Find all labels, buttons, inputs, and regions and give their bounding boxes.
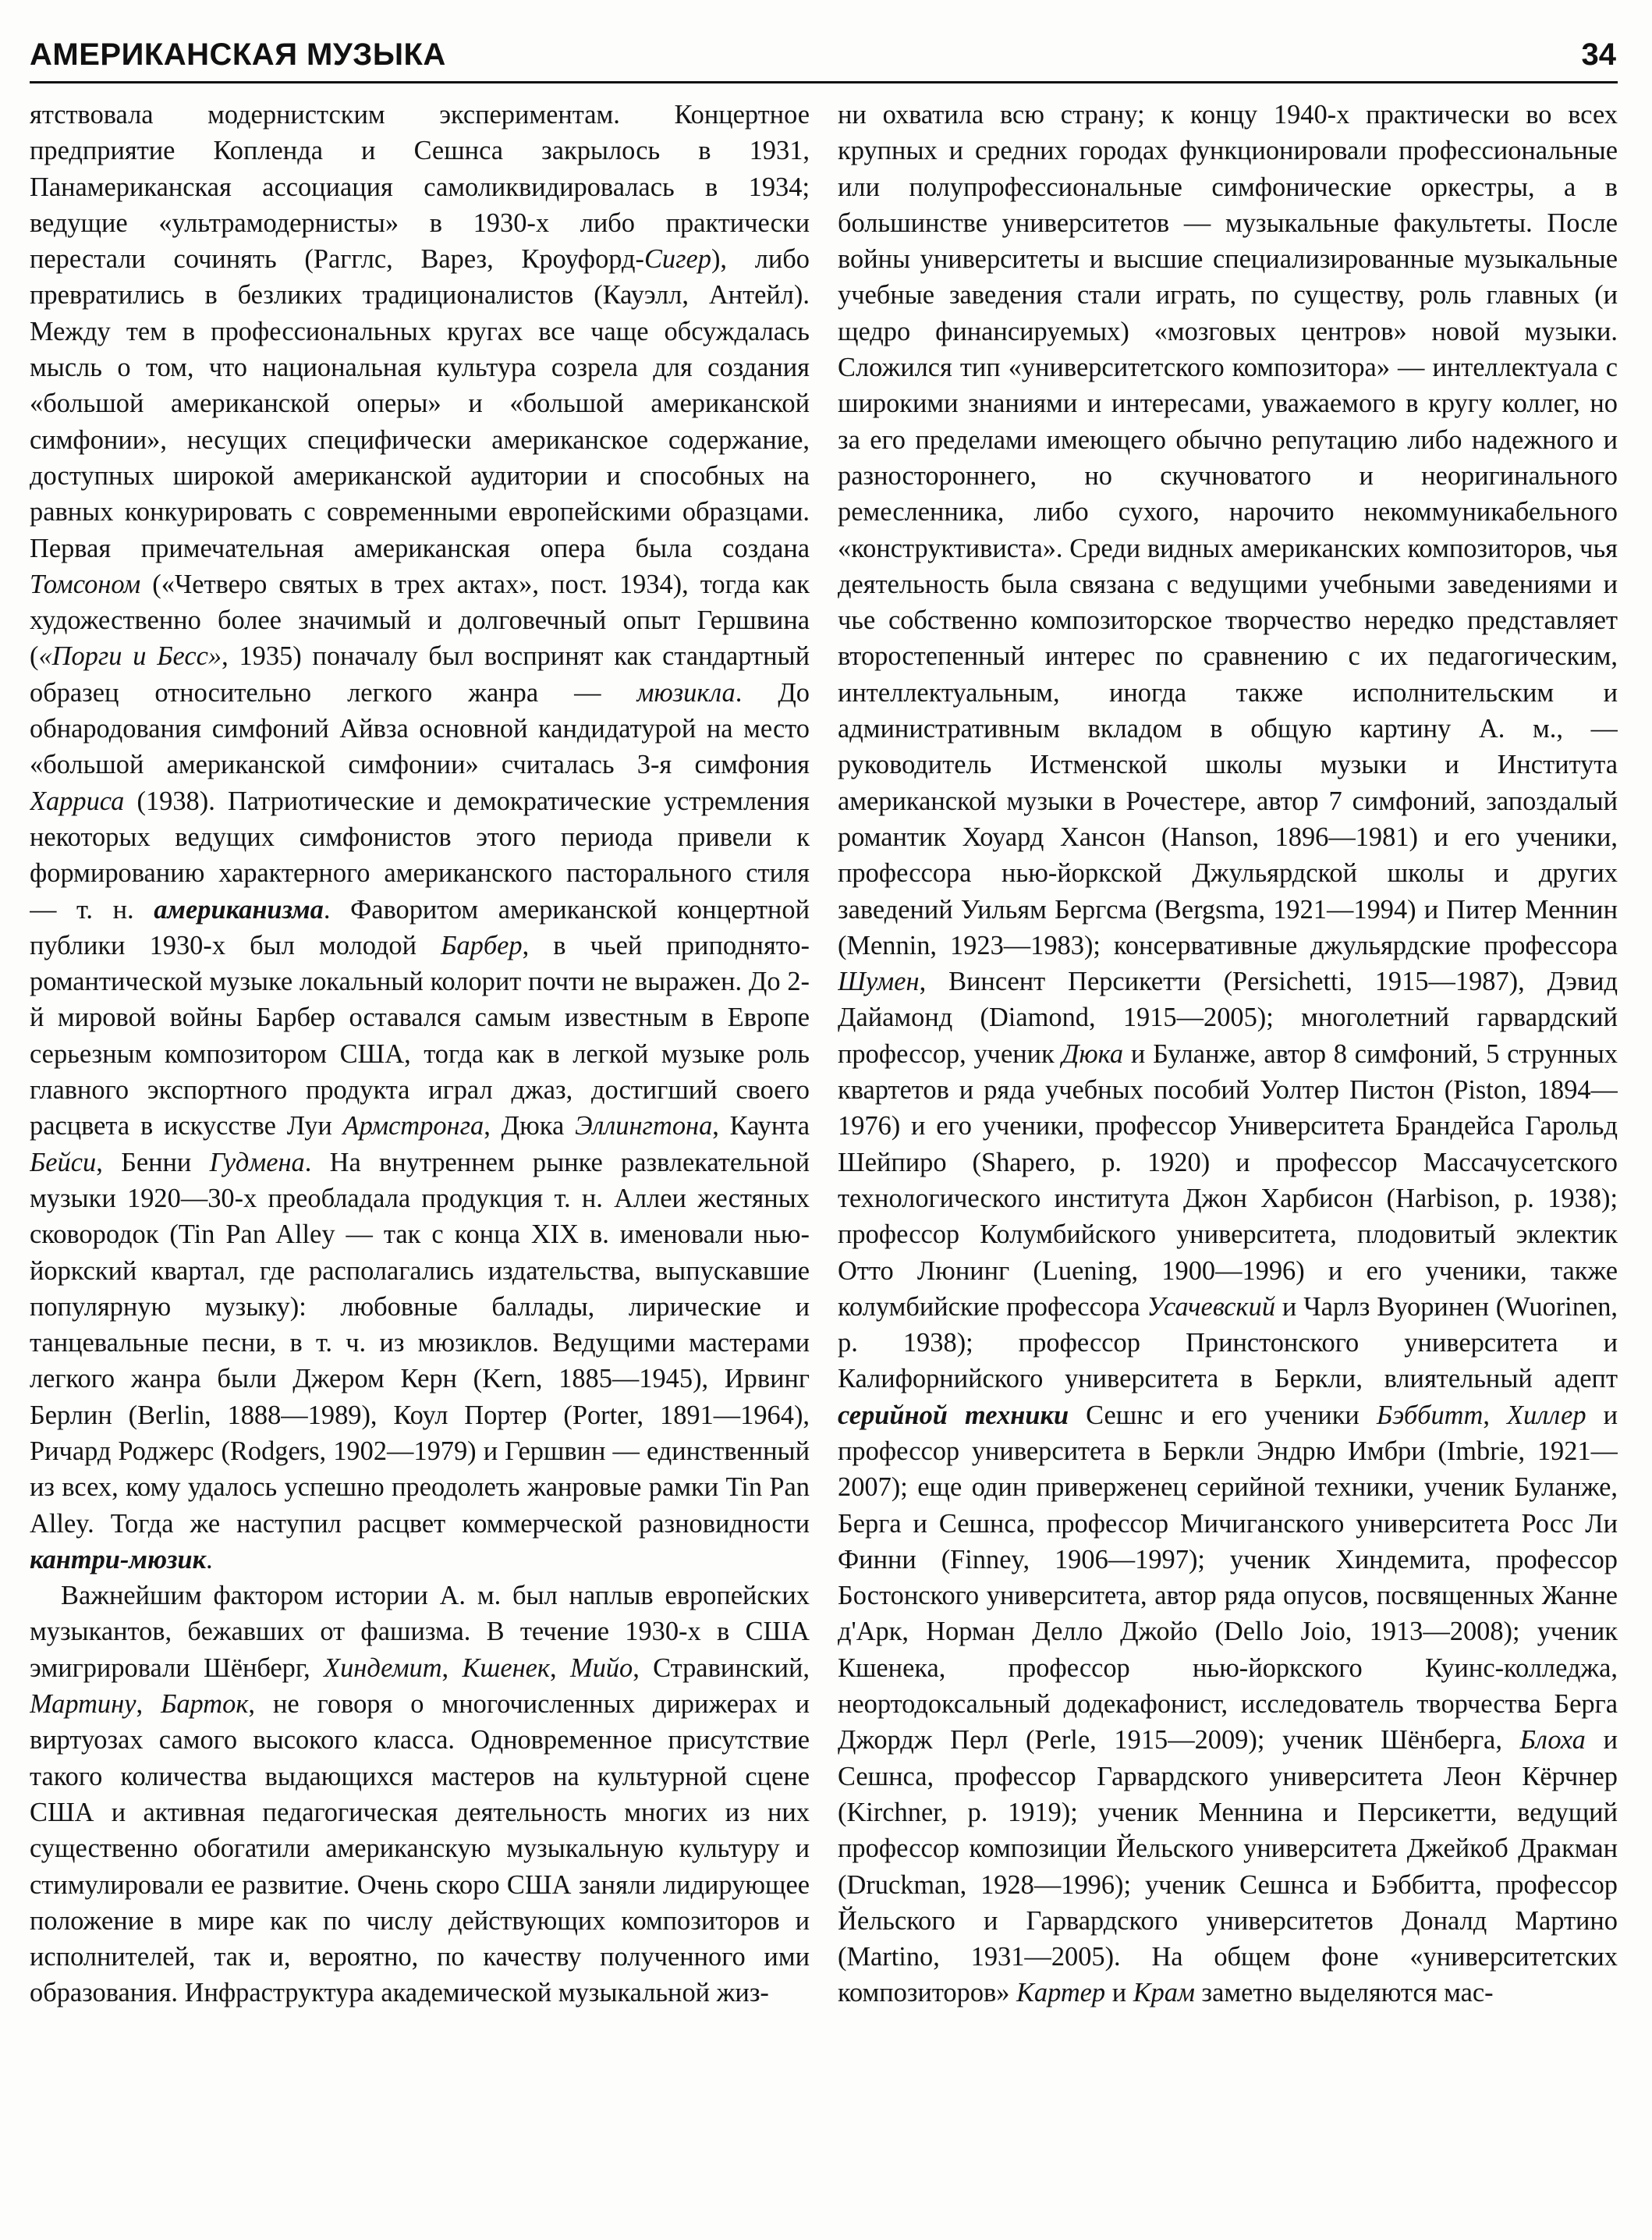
running-head <box>30 33 1616 81</box>
text-run: , Стравинский, <box>633 1652 810 1683</box>
cross-reference[interactable]: Эллингтона <box>575 1111 713 1141</box>
text-run: («Четверо святых в трех актах», пост. 1934), тогда как художественно более значимый и долговечный опыт Гершвина ( <box>30 569 810 672</box>
cross-reference[interactable]: Картер <box>1016 1978 1106 2008</box>
cross-reference[interactable]: «Порги и Бесс» <box>38 641 222 672</box>
text-run: Важнейшим фактором истории А. м. был наплыв европейских музыкантов, бежавших от фашизма. В течение 1930-х в США эмигрировали Шёнберг, <box>30 1581 810 1683</box>
text-run: Сешнс и его ученики <box>1069 1400 1377 1430</box>
cross-reference[interactable]: Барток <box>161 1689 249 1720</box>
cross-reference[interactable]: мюзикла <box>636 677 736 708</box>
text-run: , <box>441 1652 463 1683</box>
text-run: ), либо превратились в безликих традиционалистов (Кауэлл, Антейл). Между тем в профессиональных кругах все чаще обсуждалась мысль о том, что национальная культура созрела для создания «большой американской оперы» и «большой американской симфонии», несущих специфически американское содержание, доступных широкой американской аудитории и способных на равных конкурировать с современными европейскими образцами. Первая примечательная американская опера была создана <box>30 244 810 563</box>
cross-reference[interactable]: кантри-мюзик <box>30 1544 207 1574</box>
text-run: , Винсент Персикетти (Persichetti, 1915—1987), Дэвид Дайамонд (Diamond, 1915—2005); многолетний гарвардский профессор, ученик <box>838 967 1618 1069</box>
cross-reference[interactable]: Дюка <box>1062 1038 1124 1069</box>
text-run: , Дюка <box>484 1111 576 1141</box>
text-run: и профессор университета в Беркли Эндрю Имбри (Imbrie, 1921—2007); еще один приверженец серийной техники, ученик Буланже, Берга и Сешнса, профессор Мичиганского университета Росс Ли Финни (Finney, 1906—1997); ученик Хиндемита, профессор Бостонского университета, автор ряда опусов, посвященных Жанне д'Арк, Норман Делло Джойо (Dello Joio, 1913—2008); ученик Кшенека, профессор нью-йоркского Куинс-колледжа, неортодоксальный додекафонист, исследователь творчества Берга Джордж Перл (Perle, 1915—2009); ученик Шёнберга, <box>838 1400 1618 1755</box>
text-run: , Каунта <box>712 1111 810 1141</box>
cross-reference[interactable]: Хиллер <box>1507 1400 1586 1430</box>
running-head-title: АМЕРИКАНСКАЯ МУЗЫКА <box>30 37 446 72</box>
text-run: , не говоря о многочисленных дирижерах и виртуозах самого высокого класса. Одновременное присутствие такого количества выдающихся мастеров на культурной сцене США и активная педагогическая деятельность многих из них существенно обогатили американскую музыкальную культуру и стимулировали ее развитие. Очень скоро США заняли лидирующее положение в мире как по числу действующих композиторов и исполнителей, так и, вероятно, по качеству полученного ими образования. Инфраструктура академической музыкальной жиз- <box>30 1689 810 2008</box>
cross-reference[interactable]: Усачевский <box>1147 1291 1276 1322</box>
cross-reference[interactable]: Бэббитт <box>1376 1400 1484 1430</box>
cross-reference[interactable]: Гудмена <box>209 1147 305 1177</box>
cross-reference[interactable]: Мийо <box>569 1652 633 1683</box>
text-run: . До обнародования симфоний Айвза основной кандидатурой на место «большой американской симфонии» считалась 3-я симфония <box>30 677 810 780</box>
cross-reference[interactable]: Шумен <box>838 967 920 997</box>
text-run: и Сешнса, профессор Гарвардского университета Леон Кёрчнер (Kirchner, р. 1919); ученик Меннина и Персикетти, ведущий профессор композиции Йельского университета Джейкоб Дракман (Druckman, 1928—1996); ученик Сешнса и Бэббитта, профессор Йельского и Гарвардского университетов Доналд Мартино (Martino, 1931—2005). На общем фоне «университетских композиторов» <box>838 1725 1618 2008</box>
cross-reference[interactable]: Хиндемит <box>324 1652 442 1683</box>
text-run: ни охватила всю страну; к концу 1940-х практически во всех крупных и средних городах функционировали профессиональные или полупрофессиональные симфонические оркестры, а в большинстве университетов — музыкальные факультеты. После войны университеты и высшие специализированные музыкальные учебные заведения стали играть, по существу, роль главных (и щедро финансируемых) «мозговых центров» новой музыки. Сложился тип «университетского композитора» — интеллектуала с широкими знаниями и интересами, уважаемого в кругу коллег, но за его пределами имеющего обычно репутацию либо надежного и разностороннего, но скучноватого и неоригинального ремесленника, либо сухого, нарочито некоммуникабельного «конструктивиста». Среди видных американских композиторов, чья деятельность была связана с ведущими учебными заведениями и чье собственно композиторское творчество нередко представляет второстепенный интерес по сравнению с их педагогическим, интеллектуальным, иногда также исполнительским и административным вкладом в общую картину А. м., — руководитель Истменской школы музыки и Института американской музыки в Рочестере, автор 7 симфоний, запоздалый романтик Хоуард Хансон (Hanson, 1896—1981) и его ученики, профессора нью-йоркской Джульярдской школы и других заведений Уильям Бергсма (Bergsma, 1921—1994) и Питер Меннин (Mennin, 1923—1983); консервативные джульярдские профессора <box>838 100 1618 960</box>
text-run: . <box>206 1544 213 1574</box>
cross-reference[interactable]: Сигер <box>643 244 711 275</box>
text-run: , <box>1483 1400 1508 1430</box>
text-run: , <box>550 1652 570 1683</box>
cross-reference[interactable]: американизма <box>154 894 324 925</box>
cross-reference[interactable]: Харриса <box>30 786 125 816</box>
cross-reference[interactable]: Бейси <box>30 1147 97 1177</box>
header-rule <box>30 81 1618 83</box>
text-run: , Бенни <box>96 1147 210 1177</box>
cross-reference[interactable]: Кшенек <box>462 1652 550 1683</box>
cross-reference[interactable]: серийной техники <box>838 1400 1069 1430</box>
text-column-left <box>30 97 810 2227</box>
text-run: , <box>136 1689 161 1720</box>
paragraph <box>30 1578 810 2011</box>
cross-reference[interactable]: Барбер <box>441 930 523 960</box>
text-run: , в чьей приподнято-романтической музыке локальный колорит почти не выражен. До 2-й мировой войны Барбер оставался самым известным в Европе серьезным композитором США, тогда как в легкой музыке роль главного экспортного продукта играл джаз, достигший своего расцвета в искусстве Луи <box>30 930 810 1141</box>
paragraph <box>838 97 1618 2011</box>
text-run: . Фаворитом американской концертной публики 1930-х был молодой <box>30 894 810 960</box>
page-number: 34 <box>1581 37 1616 72</box>
cross-reference[interactable]: Блоха <box>1519 1725 1586 1755</box>
text-column-right <box>838 97 1618 2227</box>
text-run: . На внутреннем рынке развлекательной музыки 1920—30-х преобладала продукция т. н. Аллеи жестяных сковородок (Tin Pan Alley — так с конца XIX в. именовали нью-йоркский квартал, где располагались издательства, выпускавшие популярную музыку): любовные баллады, лирические и танцевальные песни, в т. ч. из мюзиклов. Ведущими мастерами легкого жанра были Джером Керн (Kern, 1885—1945), Ирвинг Берлин (Berlin, 1888—1989), Коул Портер (Porter, 1891—1964), Ричард Роджерс (Rodgers, 1902—1979) и Гершвин — единственный из всех, кому удалось успешно преодолеть жанровые рамки Tin Pan Alley. Тогда же наступил расцвет коммерческой разновидности <box>30 1147 810 1539</box>
cross-reference[interactable]: Армстронга <box>342 1111 484 1141</box>
paragraph <box>30 97 810 1578</box>
text-run: (1938). Патриотические и демократические устремления некоторых ведущих симфонистов этого периода привели к формированию характерного американского пасторального стиля — т. н. <box>30 786 810 925</box>
text-run: , 1935) поначалу был воспринят как стандартный образец относительно легкого жанра — <box>30 641 810 708</box>
text-run: и <box>1105 1978 1133 2008</box>
text-run: и Чарлз Вуоринен (Wuorinen, р. 1938); профессор Принстонского университета и Калифорнийского университета в Беркли, влиятельный адепт <box>838 1291 1618 1394</box>
text-run: ятствовала модернистским экспериментам. Концертное предприятие Копленда и Сешнса закрылось в 1931, Панамериканская ассоциация самоликвидировалась в 1934; ведущие «ультрамодернисты» в 1930-х либо практически перестали сочинять (Рагглс, Варез, Кроуфорд- <box>30 100 810 275</box>
text-run: заметно выделяются мас- <box>1194 1978 1494 2008</box>
cross-reference[interactable]: Мартину <box>30 1689 136 1720</box>
cross-reference[interactable]: Крам <box>1133 1978 1195 2008</box>
cross-reference[interactable]: Томсоном <box>30 569 141 599</box>
text-run: и Буланже, автор 8 симфоний, 5 струнных квартетов и ряда учебных пособий Уолтер Пистон (Piston, 1894—1976) и его ученики, профессор Университета Брандейса Гарольд Шейпиро (Shapero, р. 1920) и профессор Массачусетского технологического института Джон Харбисон (Harbison, р. 1938); профессор Колумбийского университета, плодовитый эклектик Отто Люнинг (Luening, 1900—1996) и его ученики, также колумбийские профессора <box>838 1038 1618 1322</box>
